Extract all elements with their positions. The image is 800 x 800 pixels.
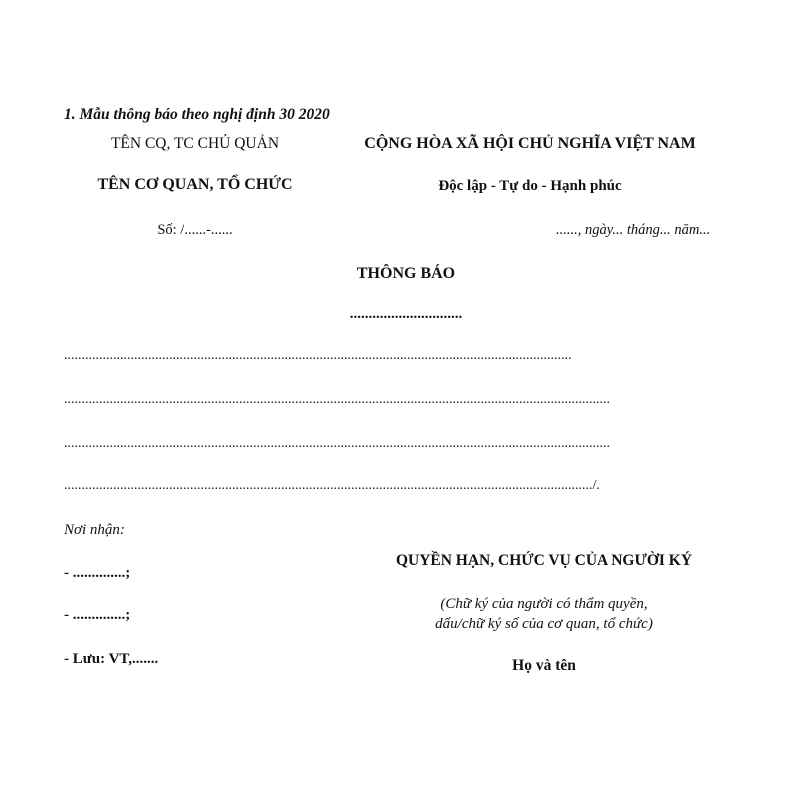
signature-note: (Chữ ký của người có thẩm quyền, [440,596,648,612]
document-heading: 1. Mẫu thông báo theo nghị định 30 2020 [64,106,330,123]
nation-name: CỘNG HÒA XÃ HỘI CHỦ NGHĨA VIỆT NAM [364,135,696,152]
document-title: THÔNG BÁO [356,265,456,282]
national-motto: Độc lập - Tự do - Hạnh phúc [438,178,622,194]
parent-agency: TÊN CQ, TC CHỦ QUẢN [110,135,280,152]
signer-name: Họ và tên [512,657,576,674]
recipient-item: - ..............; [64,565,131,581]
agency-name: TÊN CƠ QUAN, TỔ CHỨC [97,176,293,193]
signer-position: QUYỀN HẠN, CHỨC VỤ CỦA NGƯỜI KÝ [395,552,693,569]
body-line: ................................................................................................................................................. [64,348,572,363]
document-subtitle: .............................. [349,306,463,322]
place-date: ......, ngày... tháng... năm... [556,222,711,238]
body-line: ......................................................................................................................................................./. [64,478,600,493]
recipient-item: - ..............; [64,607,131,623]
recipients-label: Nơi nhận: [64,522,125,538]
signature-note: dấu/chữ ký số của cơ quan, tổ chức) [435,616,653,632]
document-number: Số: /......-...... [157,222,233,238]
recipient-archive: - Lưu: VT,....... [64,651,159,667]
body-line: ............................................................................................................................................................ [64,436,610,451]
body-line: ............................................................................................................................................................ [64,392,610,407]
